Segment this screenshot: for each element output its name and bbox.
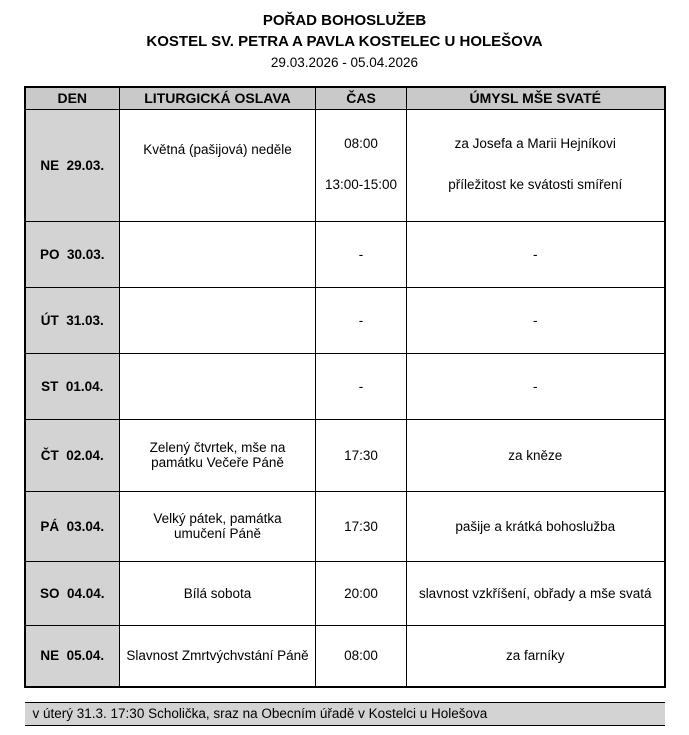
table-header-row (25, 87, 665, 109)
liturgy-cell (120, 221, 316, 287)
time-cell: - (316, 353, 407, 419)
day-cell: ST 01.04. (25, 353, 120, 419)
time-cell: - (316, 221, 407, 287)
liturgy-cell: Zelený čtvrtek, mše na památku Večeře Páně (120, 419, 316, 491)
intention-cell (407, 109, 665, 221)
intention-cell: pašije a krátká bohoslužba (407, 491, 665, 561)
table-row-pa-03-04 (25, 491, 665, 561)
time-cell: 17:30 (316, 491, 407, 561)
liturgy-cell (120, 109, 316, 221)
column-header-den: DEN (25, 87, 120, 109)
day-cell: ČT 02.04. (25, 419, 120, 491)
table-row-ne-29-03 (25, 109, 665, 221)
column-header-intention: ÚMYSL MŠE SVATÉ (407, 87, 665, 109)
table-row-ne-05-04 (25, 625, 665, 687)
intention-cell: za farníky (407, 625, 665, 687)
intention-cell: za kněze (407, 419, 665, 491)
intention-text-2: příležitost ke svátosti smíření (448, 177, 623, 193)
day-cell: NE 05.04. (25, 625, 120, 687)
liturgy-text: Květná (pašijová) neděle (143, 141, 292, 157)
church-title: KOSTEL SV. PETRA A PAVLA KOSTELEC U HOLEŠOVA (146, 33, 543, 50)
intention-cell: - (407, 221, 665, 287)
time-cell: 20:00 (316, 561, 407, 625)
intention-cell: - (407, 287, 665, 353)
schedule-table (24, 86, 666, 688)
page-title: POŘAD BOHOSLUŽEB (262, 12, 427, 29)
column-header-liturgy: LITURGICKÁ OSLAVA (120, 87, 316, 109)
liturgy-cell: Bílá sobota (120, 561, 316, 625)
date-range: 29.03.2026 - 05.04.2026 (270, 55, 419, 70)
time-cell: 08:00 (316, 625, 407, 687)
table-row-so-04-04 (25, 561, 665, 625)
footer-note: v úterý 31.3. 17:30 Scholička, sraz na Obecním úřadě v Kostelci u Holešova (25, 702, 665, 726)
liturgy-cell (120, 353, 316, 419)
time-cell: - (316, 287, 407, 353)
intention-cell: - (407, 353, 665, 419)
table-row-ct-02-04 (25, 419, 665, 491)
column-header-time: ČAS (316, 87, 407, 109)
day-cell: ÚT 31.03. (25, 287, 120, 353)
document-header (0, 12, 689, 70)
day-cell: PO 30.03. (25, 221, 120, 287)
time-cell (316, 109, 407, 221)
day-cell: NE 29.03. (25, 109, 120, 221)
table-row-st-01-04 (25, 353, 665, 419)
intention-text: za Josefa a Marii Hejníkovi (454, 136, 616, 152)
liturgy-cell: Velký pátek, památka umučení Páně (120, 491, 316, 561)
time-cell: 17:30 (316, 419, 407, 491)
table-row-po-30-03 (25, 221, 665, 287)
liturgy-cell (120, 287, 316, 353)
day-cell: SO 04.04. (25, 561, 120, 625)
table-row-ut-31-03 (25, 287, 665, 353)
day-cell: PÁ 03.04. (25, 491, 120, 561)
time-text: 08:00 (344, 136, 378, 152)
intention-cell: slavnost vzkříšení, obřady a mše svatá (407, 561, 665, 625)
time-text-2: 13:00-15:00 (324, 177, 398, 193)
liturgy-cell: Slavnost Zmrtvýchvstání Páně (120, 625, 316, 687)
